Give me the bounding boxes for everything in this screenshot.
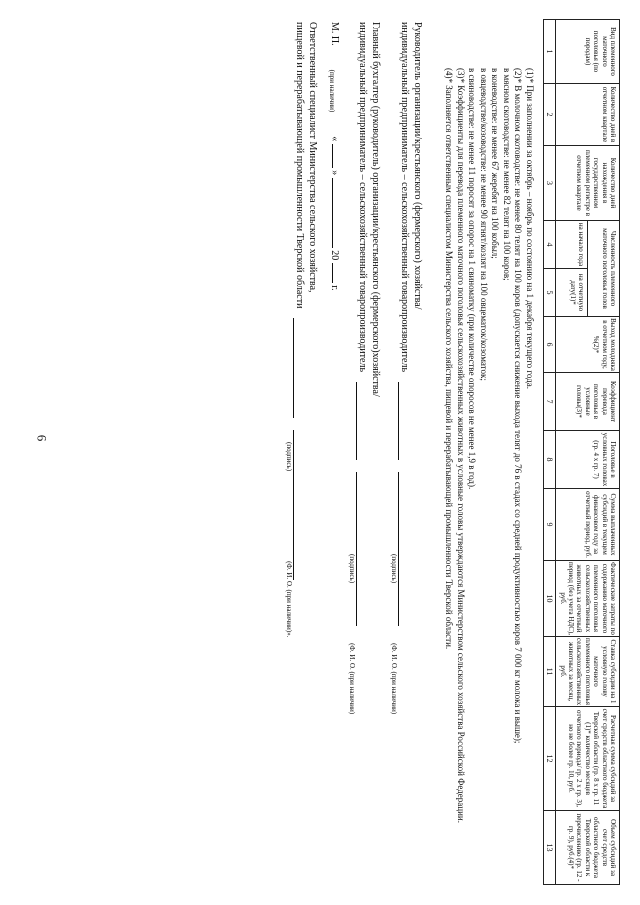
column-number: 6 [543,317,556,373]
column-number: 1 [543,20,556,84]
rotated-content [20,12,620,892]
column-number: 13 [543,811,556,885]
head-name-line [398,472,411,626]
signature-caption: (подпись) [348,554,357,584]
column-number: 10 [543,561,556,637]
header-cell: Вид племенного маточного поголовья (по породам) [556,20,620,84]
accountant-signature-block [348,22,381,882]
column-number: 9 [543,489,556,561]
specialist-name-line [293,430,306,580]
footnote-1: (1)* При заполнении за октябрь – ноябрь по состоянию на 1 декабря текущего года. [524,68,535,389]
header-cell: на отчетную дату(1)* [556,269,588,317]
header-cell: Численность племенного маточного поголовья голов [588,221,620,317]
stamp-date-row [328,22,340,882]
column-number: 7 [543,373,556,431]
subsidy-table [543,19,620,885]
page-number: 6 [34,434,50,442]
footnote-4: (4)* Заполняется ответственным специалистом Министерства сельского хозяйства, пищевой и перерабатывающей промышленности Тверской области. [444,68,455,650]
head-title-line1: Руководитель организации/крестьянского (фермерского) хозяйства/ [411,22,423,310]
column-number: 5 [543,269,556,317]
signature-caption: (подпись) [284,442,293,472]
header-cell: Фактические затраты по содержанию маточного племенного поголовья сельскохозяйственных животных за отчетный период (без учета НДС), руб. [556,561,620,637]
signature-section [284,22,422,882]
header-cell: на начало года [556,221,588,269]
column-number: 3 [543,146,556,221]
header-cell: Коэффициент перевода поголовья в условные головы(3)* [556,373,620,431]
head-title-line2: индивидуальный предприниматель – сельскохозяйственный товаропроизводитель [398,22,410,372]
accountant-name-line [356,472,369,626]
column-number: 12 [543,707,556,811]
head-signature-line [398,382,411,460]
signature-caption: (подпись) [389,554,398,584]
table-header-row [588,20,620,885]
footnote-2-sheep: в овцеводстве/козоводстве: не менее 90 ягнят/козлят на 100 овцематок/козоматок; [478,68,489,381]
stamp-note: (при наличии) [328,69,337,113]
header-cell: Выход молодняка в отчетном году, %(2)* [556,317,620,373]
specialist-signature-line [293,318,306,418]
specialist-title-line1: Ответственный специалист Министерства сельского хозяйства, [306,22,318,293]
header-cell: Расчетная сумма субсидий за счет средств областного бюджета Тверской области (гр. 8 х гр. 11 (1)* количество месяцев отчетного периода/ гр. 2 х гр. 3), но не более гр. 10, руб. [556,707,620,811]
name-caption: (Ф. И. О. (при наличии)». [284,561,293,638]
footnote-2-pig: в свиноводстве: не менее 11 поросят за опорос на 1 свиноматку (при количестве опоросов не менее 1,9 в год). [467,68,478,490]
date-line: « » 20 г. [328,136,340,291]
column-number: 8 [543,431,556,489]
specialist-signature-block [284,22,317,882]
accountant-signature-line [356,382,369,460]
column-number: 2 [543,84,556,146]
table-number-row [543,20,556,885]
header-cell: Поголовье в условных головах (гр. 4 х гр. 7) [556,431,620,489]
head-signature-block [389,22,422,882]
header-cell: Сумма выплаченных субсидий в текущем финансовом году за отчетный период, руб. [556,489,620,561]
header-cell: Количество дней в отчетном квартале [556,84,620,146]
name-caption: (Ф. И. О. (при наличии) [348,643,357,715]
accountant-title-line2: индивидуальный предприниматель – сельскохозяйственный товаропроизводитель [357,22,369,372]
specialist-title-line2: пищевой и перерабатывающей промышленности Тверской области [293,22,305,309]
footnote-2-beef: в мясном скотоводстве: не менее 82 телят на 100 коров; [501,68,512,281]
header-cell: Ставка субсидии на 1 условную голову маточного племенного поголовья сельскохозяйственных животных за месяц, руб. [556,637,620,707]
header-cell: Количество дней нахождения в государственном племенном регистре в отчетном квартале [556,146,620,221]
footnotes [443,22,535,882]
column-number: 4 [543,221,556,269]
footnote-3: (3)* Коэффициенты для перевода племенного маточного поголовья сельскохозяйственных животных в условные головы утверждаются Министерством сельского хозяйства Российской Федерации. [455,68,466,823]
footnote-2: (2)* В молочном скотоводстве: не менее 80 телят на 100 коров (допускается снижение выхода телят до 76 в стадах со средней продуктивностью коров 7 000 кг молока и выше); [513,68,524,744]
name-caption: (Ф. И. О. (при наличии) [389,643,398,715]
stamp-label: М. П. [328,22,340,46]
accountant-title-line1: Главный бухгалтер (руководитель) организации/крестьянского (фермерского)хозяйства/ [370,22,382,397]
footnote-2-horse: в коневодстве: не менее 67 жеребят на 100 кобыл; [490,68,501,259]
column-number: 11 [543,637,556,707]
header-cell: Объем субсидий за счет средств областного бюджета Тверской области к перечислению (гр. 12 - гр. 9), руб.(4)* [556,811,620,885]
